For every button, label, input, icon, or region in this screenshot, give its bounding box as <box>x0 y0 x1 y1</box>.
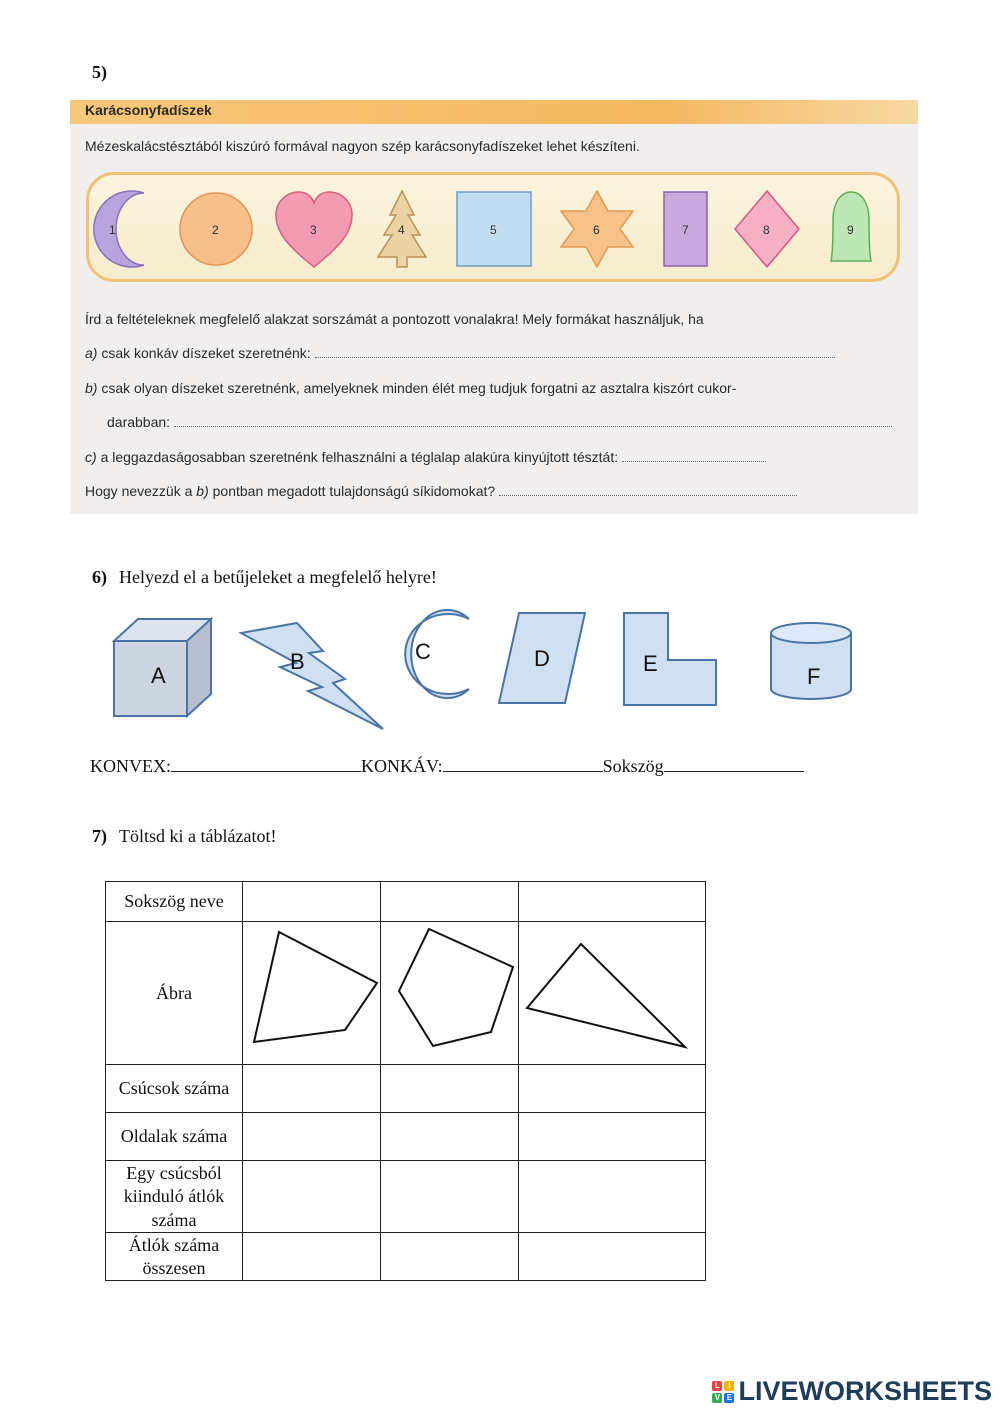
table-cell[interactable] <box>519 1161 706 1233</box>
liveworksheets-logo-text: LIVEWORKSHEETS <box>738 1376 992 1406</box>
exercise-5-intro: Mézeskalácstésztából kiszúró formával nagyon szép karácsonyfadíszeket lehet készíteni. <box>85 138 640 154</box>
pentagon-figure <box>381 922 518 1058</box>
table-cell[interactable] <box>243 1113 381 1161</box>
question-name-post: pontban megadott tulajdonságú síkidomokat? <box>212 483 496 499</box>
table-row <box>106 1161 706 1233</box>
exercise-6-text: Helyezd el a betűjeleket a megfelelő helyre! <box>119 567 437 587</box>
logo-tile-i: I <box>724 1381 734 1391</box>
row-header-name: Sokszög neve <box>106 882 243 922</box>
liveworksheets-logo <box>712 1376 992 1407</box>
figure-e-l-shape <box>624 613 716 705</box>
table-cell[interactable] <box>519 882 706 922</box>
answer-b-dotted-line[interactable] <box>174 414 892 427</box>
shape-1-crescent <box>94 191 144 267</box>
exercise-5-question-name <box>85 483 797 499</box>
shape-8-label: 8 <box>763 223 770 237</box>
cookie-shapes-band <box>86 172 900 282</box>
table-row <box>106 882 706 922</box>
table-cell[interactable] <box>381 1065 519 1113</box>
table-cell[interactable] <box>519 1233 706 1281</box>
shape-7-label: 7 <box>682 223 689 237</box>
table-cell[interactable] <box>381 1113 519 1161</box>
shape-5-square <box>457 192 531 266</box>
table-cell[interactable] <box>243 1233 381 1281</box>
exercise-5-question-b <box>85 380 736 396</box>
figure-a-label: A <box>151 663 166 688</box>
question-b-cont-text: darabban: <box>107 414 171 430</box>
konvex-label: KONVEX: <box>90 756 171 776</box>
figure-cell <box>243 922 381 1065</box>
shape-8-rhombus <box>735 191 799 267</box>
table-row <box>106 1233 706 1281</box>
shape-4-label: 4 <box>398 223 405 237</box>
triangle-figure <box>519 922 705 1058</box>
row-header-total-diagonals: Átlók száma összesen <box>106 1233 243 1281</box>
exercise-7-number: 7) <box>92 826 107 846</box>
konkav-label: KONKÁV: <box>361 756 443 776</box>
figure-c-label: C <box>415 639 431 664</box>
answer-c-dotted-line[interactable] <box>622 449 766 462</box>
konkav-answer-line[interactable] <box>443 755 603 772</box>
logo-tile-l: L <box>712 1381 722 1391</box>
sokszog-answer-line[interactable] <box>664 755 804 772</box>
cookie-shapes-figure <box>89 175 897 279</box>
exercise-5-box <box>70 100 918 514</box>
sokszog-label: Sokszög <box>602 756 664 776</box>
shape-2-label: 2 <box>212 223 219 237</box>
shape-4-tree <box>378 191 426 267</box>
figure-b-label: B <box>290 649 305 674</box>
exercise-7-text: Töltsd ki a táblázatot! <box>119 826 277 846</box>
exercise-5-question-a <box>85 345 835 361</box>
table-cell[interactable] <box>381 1161 519 1233</box>
question-name-ref: b) <box>196 483 209 499</box>
shape-9-label: 9 <box>847 223 854 237</box>
figure-d-parallelogram <box>499 613 585 703</box>
shape-6-star <box>561 191 633 267</box>
exercise-5-number: 5) <box>92 62 107 82</box>
exercise-6-heading <box>92 567 437 588</box>
answer-name-dotted-line[interactable] <box>499 483 797 496</box>
figure-f-label: F <box>807 664 821 689</box>
row-header-sides: Oldalak száma <box>106 1113 243 1161</box>
exercise-5-question-c <box>85 449 766 465</box>
shape-5-label: 5 <box>490 223 497 237</box>
figure-cell <box>381 922 519 1065</box>
table-cell[interactable] <box>243 1065 381 1113</box>
exercise-7-heading <box>92 826 276 847</box>
figure-d-label: D <box>534 646 550 671</box>
row-header-diagonals-from-vertex: Egy csúcsból kiinduló átlók száma <box>106 1161 243 1233</box>
quadrilateral-figure <box>243 922 380 1058</box>
shape-3-label: 3 <box>310 223 317 237</box>
exercise-5-title: Karácsonyfadíszek <box>85 102 212 118</box>
shape-7-rectangle <box>664 192 707 266</box>
liveworksheets-logo-icon <box>712 1381 734 1403</box>
shape-2-circle <box>180 193 252 265</box>
answer-a-dotted-line[interactable] <box>315 345 835 358</box>
question-a-label: a) <box>85 345 98 361</box>
exercise-5-question-b-cont <box>107 414 892 430</box>
table-cell[interactable] <box>381 1233 519 1281</box>
exercise-5-instruction: Írd a feltételeknek megfelelő alakzat sorszámát a pontozott vonalakra! Mely formákat használjuk, ha <box>85 311 704 327</box>
table-cell[interactable] <box>381 882 519 922</box>
row-header-figure: Ábra <box>106 922 243 1065</box>
exercise-6-number: 6) <box>92 567 107 587</box>
figure-e-label: E <box>643 651 658 676</box>
shape-9-bell <box>831 192 871 261</box>
figure-b-lightning <box>241 623 383 729</box>
polygon-table <box>105 881 706 1281</box>
question-c-label: c) <box>85 449 97 465</box>
exercise-6-answer-row <box>90 755 804 777</box>
logo-tile-v: V <box>712 1393 722 1403</box>
table-row <box>106 1065 706 1113</box>
konvex-answer-line[interactable] <box>171 755 361 772</box>
table-row <box>106 1113 706 1161</box>
question-name-pre: Hogy nevezzük a <box>85 483 193 499</box>
table-row <box>106 922 706 1065</box>
row-header-vertices: Csúcsok száma <box>106 1065 243 1113</box>
shape-1-label: 1 <box>109 223 116 237</box>
figure-cell <box>519 922 706 1065</box>
figure-c-crescent <box>405 610 469 698</box>
exercise-6-figures <box>100 605 870 735</box>
figure-a-cube <box>114 619 211 716</box>
table-cell[interactable] <box>243 1161 381 1233</box>
table-cell[interactable] <box>519 1113 706 1161</box>
table-cell[interactable] <box>243 882 381 922</box>
question-b-text: csak olyan díszeket szeretnénk, amelyeknek minden élét meg tudjuk forgatni az asztalra kiszórt cukor- <box>101 380 737 396</box>
question-a-text: csak konkáv díszeket szeretnénk: <box>101 345 311 361</box>
figure-f-cylinder <box>771 623 851 699</box>
table-cell[interactable] <box>519 1065 706 1113</box>
question-b-label: b) <box>85 380 98 396</box>
shape-6-label: 6 <box>593 223 600 237</box>
shape-3-heart <box>276 192 352 267</box>
logo-tile-e: E <box>724 1393 734 1403</box>
question-c-text: a leggazdaságosabban szeretnénk felhasználni a téglalap alakúra kinyújtott tésztát: <box>100 449 619 465</box>
